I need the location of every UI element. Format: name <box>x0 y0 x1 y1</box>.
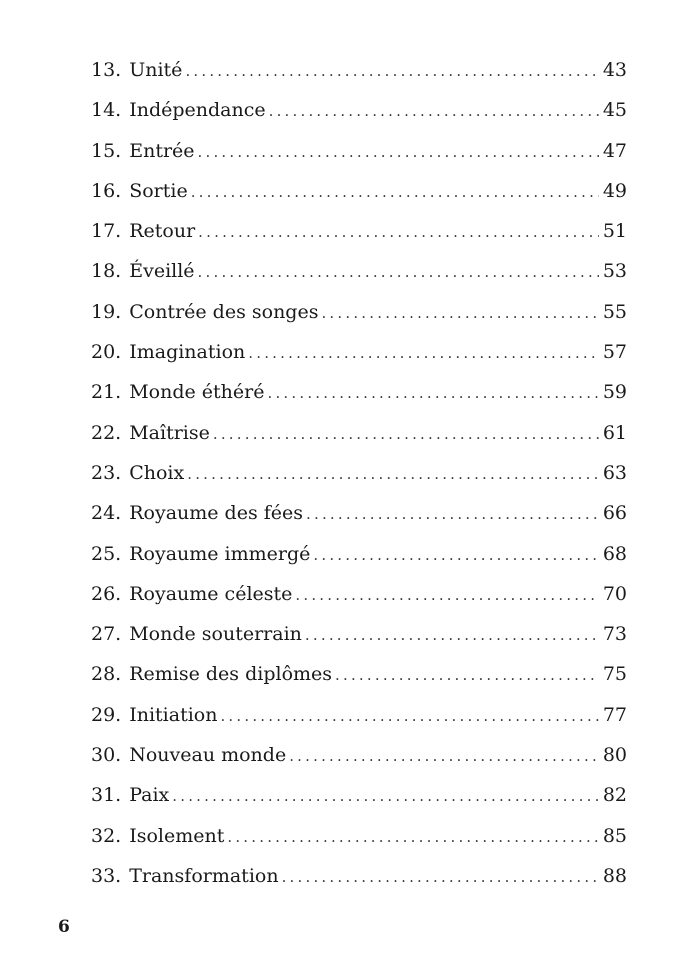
chapter-number: 29. <box>91 703 122 726</box>
page-number: 55 <box>602 300 627 323</box>
chapter-title: Remise des diplômes <box>129 663 333 686</box>
chapter-title: Transformation <box>129 864 279 887</box>
chapter-title: Initiation <box>129 703 218 726</box>
chapter-title: Royaume céleste <box>129 582 293 605</box>
dot-leader <box>227 817 598 857</box>
dot-leader <box>282 857 599 897</box>
toc-entry[interactable] <box>91 453 627 493</box>
chapter-number: 24. <box>91 502 122 525</box>
page-number: 47 <box>602 139 627 162</box>
dot-leader <box>172 776 599 816</box>
dot-leader <box>335 655 599 695</box>
chapter-number: 32. <box>91 824 122 847</box>
page-number: 57 <box>602 341 627 364</box>
chapter-title: Unité <box>129 59 183 81</box>
chapter-title: Contrée des songes <box>129 300 319 323</box>
dot-leader <box>295 575 598 615</box>
folio-page-number: 6 <box>58 917 70 937</box>
chapter-number: 30. <box>91 744 122 767</box>
toc-entry[interactable] <box>91 372 627 412</box>
chapter-number: 27. <box>91 623 122 646</box>
chapter-title: Éveillé <box>129 260 195 283</box>
toc-entry[interactable] <box>91 292 627 332</box>
page-number: 59 <box>602 381 627 404</box>
toc-entry[interactable] <box>91 534 627 574</box>
page-number: 85 <box>602 824 627 847</box>
toc-entry[interactable] <box>91 211 627 251</box>
toc-entry[interactable] <box>91 413 627 453</box>
chapter-number: 28. <box>91 663 122 686</box>
chapter-number: 26. <box>91 582 122 605</box>
dot-leader <box>220 696 598 736</box>
chapter-number: 14. <box>91 99 122 122</box>
chapter-number: 31. <box>91 784 122 807</box>
page-number: 70 <box>602 582 627 605</box>
toc-entry[interactable] <box>91 332 627 372</box>
page-number: 51 <box>602 220 627 243</box>
page-number: 88 <box>602 864 627 887</box>
toc-entry[interactable] <box>91 654 627 694</box>
chapter-title: Imagination <box>129 341 246 364</box>
toc-entry[interactable] <box>91 574 627 614</box>
toc-entry[interactable] <box>91 90 627 130</box>
chapter-title: Monde éthéré <box>129 381 265 404</box>
chapter-number: 20. <box>91 341 122 364</box>
page-number: 49 <box>602 179 627 202</box>
dot-leader <box>198 212 599 252</box>
dot-leader <box>213 414 599 454</box>
chapter-number: 23. <box>91 461 122 484</box>
toc-entry[interactable] <box>91 493 627 533</box>
dot-leader <box>289 736 599 776</box>
chapter-title: Isolement <box>129 824 225 847</box>
page-number: 75 <box>602 663 627 686</box>
page-number: 77 <box>602 703 627 726</box>
page-number: 82 <box>602 784 627 807</box>
chapter-number: 33. <box>91 864 122 887</box>
page-number: 66 <box>602 502 627 525</box>
chapter-number: 16. <box>91 179 122 202</box>
toc-entry[interactable] <box>91 775 627 815</box>
page-number: 73 <box>602 623 627 646</box>
chapter-title: Indépendance <box>129 99 266 122</box>
toc-entry[interactable] <box>91 735 627 775</box>
chapter-title: Royaume des fées <box>129 502 304 525</box>
chapter-number: 19. <box>91 300 122 323</box>
toc-entry[interactable] <box>91 171 627 211</box>
dot-leader <box>306 494 599 534</box>
toc-entry[interactable] <box>91 695 627 735</box>
chapter-number: 15. <box>91 139 122 162</box>
dot-leader <box>269 91 599 131</box>
chapter-number: 17. <box>91 220 122 243</box>
chapter-number: 13. <box>91 59 122 81</box>
toc-entry[interactable] <box>91 614 627 654</box>
dot-leader <box>198 252 599 292</box>
chapter-number: 22. <box>91 421 122 444</box>
toc-entry[interactable] <box>91 251 627 291</box>
page-number: 80 <box>602 744 627 767</box>
dot-leader <box>321 293 598 333</box>
dot-leader <box>191 172 599 212</box>
toc-entry[interactable] <box>91 131 627 171</box>
toc-entry[interactable] <box>91 50 627 90</box>
chapter-title: Retour <box>129 220 196 243</box>
table-of-contents <box>91 50 627 896</box>
dot-leader <box>187 454 599 494</box>
chapter-title: Monde souterrain <box>129 623 302 646</box>
page-number: 63 <box>602 461 627 484</box>
page-number: 68 <box>602 542 627 565</box>
toc-entry[interactable] <box>91 856 627 896</box>
page-number: 61 <box>602 421 627 444</box>
chapter-title: Nouveau monde <box>129 744 287 767</box>
toc-entry[interactable] <box>91 816 627 856</box>
chapter-number: 25. <box>91 542 122 565</box>
chapter-title: Sortie <box>129 179 188 202</box>
chapter-number: 21. <box>91 381 122 404</box>
page-number: 53 <box>602 260 627 283</box>
dot-leader <box>267 373 598 413</box>
chapter-title: Maîtrise <box>129 421 210 444</box>
dot-leader <box>248 333 599 373</box>
chapter-title: Entrée <box>129 139 195 162</box>
dot-leader <box>198 132 599 172</box>
dot-leader <box>185 51 598 91</box>
dot-leader <box>313 535 598 575</box>
chapter-title: Paix <box>129 784 170 807</box>
chapter-title: Royaume immergé <box>129 542 311 565</box>
chapter-number: 18. <box>91 260 122 283</box>
dot-leader <box>305 615 599 655</box>
chapter-title: Choix <box>129 461 185 484</box>
page-number: 45 <box>602 99 627 122</box>
page-number: 43 <box>602 59 627 81</box>
